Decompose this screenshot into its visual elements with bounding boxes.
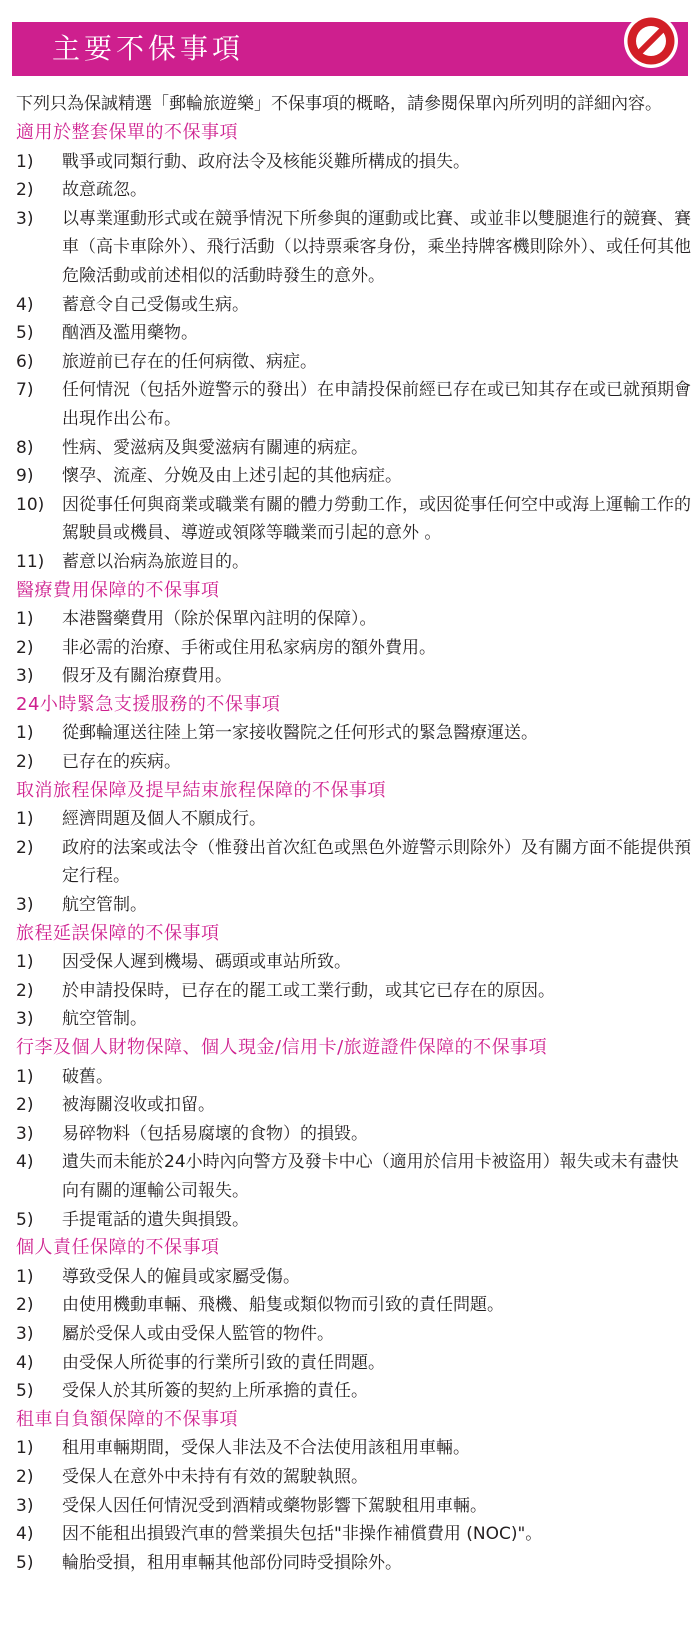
- item-text: 非必需的治療、手術或住用私家病房的額外費用。: [62, 637, 436, 658]
- item-number: 1): [16, 609, 34, 630]
- exclusion-section: [16, 1406, 692, 1578]
- item-number: 2): [16, 1295, 34, 1316]
- exclusion-section: [16, 577, 692, 691]
- section-title: 行李及個人財物保障、個人現金/信用卡/旅遊證件保障的不保事項: [16, 1037, 548, 1058]
- list-item: [16, 605, 692, 634]
- exclusion-section: [16, 1234, 692, 1406]
- item-text: 被海關沒收或扣留。: [62, 1095, 215, 1116]
- list-item: [16, 148, 692, 177]
- item-number: 2): [16, 1466, 34, 1487]
- item-text: 任何情況（包括外遊警示的發出）在申請投保前經已存在或已知其存在或已就預期會出現作出公布。: [62, 380, 691, 429]
- item-number: 3): [16, 1123, 34, 1144]
- list-item: [16, 834, 692, 891]
- exclusion-section: [16, 1034, 692, 1234]
- item-number: 3): [16, 1495, 34, 1516]
- item-text: 懷孕、流產、分娩及由上述引起的其他病症。: [62, 466, 402, 487]
- item-text: 因從事任何與商業或職業有關的體力勞動工作，或因從事任何空中或海上運輸工作的駕駛員或機員、導遊或領隊等職業而引起的意外 。: [62, 494, 691, 544]
- list-item: [16, 1549, 692, 1578]
- list-item: [16, 1377, 692, 1406]
- item-text: 輪胎受損，租用車輛其他部份同時受損除外。: [62, 1552, 402, 1573]
- item-text: 導致受保人的僱員或家屬受傷。: [62, 1266, 300, 1287]
- list-item: [16, 1520, 692, 1549]
- section-title: 租車自負額保障的不保事項: [16, 1408, 238, 1430]
- list-item: [16, 1206, 692, 1235]
- list-item: [16, 662, 692, 691]
- item-number: 1): [16, 1438, 34, 1459]
- item-number: 8): [16, 437, 34, 458]
- item-number: 2): [16, 837, 34, 858]
- item-number: 5): [16, 1209, 34, 1230]
- exclusion-section: [16, 119, 692, 577]
- item-text: 因受保人遲到機場、碼頭或車站所致。: [62, 952, 351, 973]
- list-item: [16, 1063, 692, 1092]
- list-item: [16, 319, 692, 348]
- list-item: [16, 891, 692, 920]
- list-item: [16, 1291, 692, 1320]
- item-text: 假牙及有關治療費用。: [62, 666, 232, 687]
- list-item: [16, 748, 692, 777]
- item-number: 4): [16, 1352, 34, 1373]
- section-title: 適用於整套保單的不保事項: [16, 122, 238, 143]
- page-title: 主要不保事項: [52, 32, 245, 65]
- section-title: 取消旅程保障及提早結束旅程保障的不保事項: [16, 779, 386, 801]
- prohibited-icon: [622, 12, 680, 70]
- item-number: 9): [16, 466, 34, 487]
- item-text: 航空管制。: [62, 895, 147, 916]
- list-item: [16, 1091, 692, 1120]
- item-number: 1): [16, 1066, 34, 1087]
- list-item: [16, 1349, 692, 1378]
- sections: [16, 119, 692, 1577]
- header-bar: [12, 22, 688, 76]
- item-number: 10): [16, 494, 45, 515]
- item-number: 1): [16, 1266, 34, 1287]
- item-text: 易碎物料（包括易腐壞的食物）的損毀。: [62, 1123, 368, 1144]
- item-number: 3): [16, 1009, 34, 1030]
- item-text: 酗酒及濫用藥物。: [62, 323, 198, 344]
- section-title: 個人責任保障的不保事項: [16, 1237, 220, 1259]
- item-number: 1): [16, 151, 34, 172]
- item-text: 以專業運動形式或在競爭情況下所參與的運動或比賽、或並非以雙腿進行的競賽、賽車（高卡車除外）、飛行活動（以持票乘客身份，乘坐持牌客機則除外）、或任何其他危險活動或前述相似的活動時發生的意外。: [62, 208, 691, 286]
- item-number: 3): [16, 208, 34, 229]
- item-text: 從郵輪運送往陸上第一家接收醫院之任何形式的緊急醫療運送。: [62, 723, 538, 744]
- item-text: 航空管制。: [62, 1009, 147, 1030]
- item-text: 遺失而未能於24小時內向警方及發卡中心（適用於信用卡被盜用）報失或未有盡快向有關的運輸公司報失。: [62, 1152, 679, 1201]
- list-item: [16, 1434, 692, 1463]
- item-text: 戰爭或同類行動、政府法令及核能災難所構成的損失。: [62, 151, 470, 172]
- item-number: 1): [16, 809, 34, 830]
- item-number: 3): [16, 666, 34, 687]
- item-text: 本港醫藥費用（除於保單內註明的保障）。: [62, 609, 377, 630]
- item-number: 6): [16, 351, 34, 372]
- item-text: 屬於受保人或由受保人監管的物件。: [62, 1323, 334, 1344]
- exclusion-section: [16, 691, 692, 777]
- list-item: [16, 205, 692, 291]
- list-item: [16, 1005, 692, 1034]
- exclusion-section: [16, 920, 692, 1034]
- item-number: 5): [16, 1381, 34, 1402]
- item-text: 經濟問題及個人不願成行。: [62, 809, 266, 830]
- list-item: [16, 1463, 692, 1492]
- list-item: [16, 434, 692, 463]
- item-text: 因不能租出損毀汽車的營業損失包括"非操作補償費用 (NOC)"。: [62, 1524, 543, 1545]
- item-text: 蓄意令自己受傷或生病。: [62, 294, 249, 315]
- list-item: [16, 548, 692, 577]
- item-text: 蓄意以治病為旅遊目的。: [62, 551, 249, 572]
- list-item: [16, 805, 692, 834]
- item-number: 1): [16, 952, 34, 973]
- list-item: [16, 176, 692, 205]
- list-item: [16, 977, 692, 1006]
- item-number: 2): [16, 637, 34, 658]
- list-item: [16, 1320, 692, 1349]
- item-number: 1): [16, 723, 34, 744]
- list-item: [16, 462, 692, 491]
- item-number: 7): [16, 380, 34, 401]
- item-number: 2): [16, 1095, 34, 1116]
- list-item: [16, 634, 692, 663]
- list-item: [16, 948, 692, 977]
- item-text: 於申請投保時，已存在的罷工或工業行動，或其它已存在的原因。: [62, 980, 555, 1001]
- item-text: 破舊。: [62, 1066, 113, 1087]
- list-item: [16, 719, 692, 748]
- item-text: 旅遊前已存在的任何病徵、病症。: [62, 351, 317, 372]
- section-title: 24小時緊急支援服務的不保事項: [16, 693, 281, 715]
- item-number: 5): [16, 323, 34, 344]
- list-item: [16, 291, 692, 320]
- item-number: 2): [16, 980, 34, 1001]
- item-text: 政府的法案或法令（惟發出首次紅色或黑色外遊警示則除外）及有關方面不能提供預定行程。: [62, 837, 691, 887]
- list-item: [16, 1148, 692, 1205]
- list-item: [16, 1492, 692, 1521]
- list-item: [16, 376, 692, 433]
- item-text: 手提電話的遺失與損毀。: [62, 1209, 249, 1230]
- item-text: 受保人於其所簽的契約上所承擔的責任。: [62, 1381, 368, 1402]
- item-number: 4): [16, 1524, 34, 1545]
- item-text: 已存在的疾病。: [62, 752, 181, 773]
- item-number: 3): [16, 1323, 34, 1344]
- exclusion-section: [16, 777, 692, 920]
- section-title: 旅程延誤保障的不保事項: [16, 922, 220, 944]
- list-item: [16, 1120, 692, 1149]
- item-number: 2): [16, 180, 34, 201]
- item-number: 3): [16, 895, 34, 916]
- item-text: 租用車輛期間，受保人非法及不合法使用該租用車輛。: [62, 1438, 470, 1459]
- item-text: 由受保人所從事的行業所引致的責任問題。: [62, 1352, 385, 1373]
- list-item: [16, 1263, 692, 1292]
- item-number: 4): [16, 1152, 34, 1173]
- item-number: 4): [16, 294, 34, 315]
- intro-paragraph: 下列只為保誠精選「郵輪旅遊樂」不保事項的概略，請參閱保單內所列明的詳細內容。: [16, 94, 662, 114]
- list-item: [16, 348, 692, 377]
- item-number: 5): [16, 1552, 34, 1573]
- item-text: 受保人在意外中未持有有效的駕駛執照。: [62, 1466, 368, 1487]
- item-text: 受保人因任何情況受到酒精或藥物影響下駕駛租用車輛。: [62, 1495, 487, 1516]
- section-title: 醫療費用保障的不保事項: [16, 579, 220, 601]
- item-text: 由使用機動車輛、飛機、船隻或類似物而引致的責任問題。: [62, 1295, 504, 1316]
- list-item: [16, 491, 692, 548]
- item-number: 11): [16, 551, 45, 572]
- content: [16, 90, 692, 1577]
- item-text: 故意疏忽。: [62, 180, 147, 201]
- item-number: 2): [16, 752, 34, 773]
- item-text: 性病、愛滋病及與愛滋病有關連的病症。: [62, 437, 368, 458]
